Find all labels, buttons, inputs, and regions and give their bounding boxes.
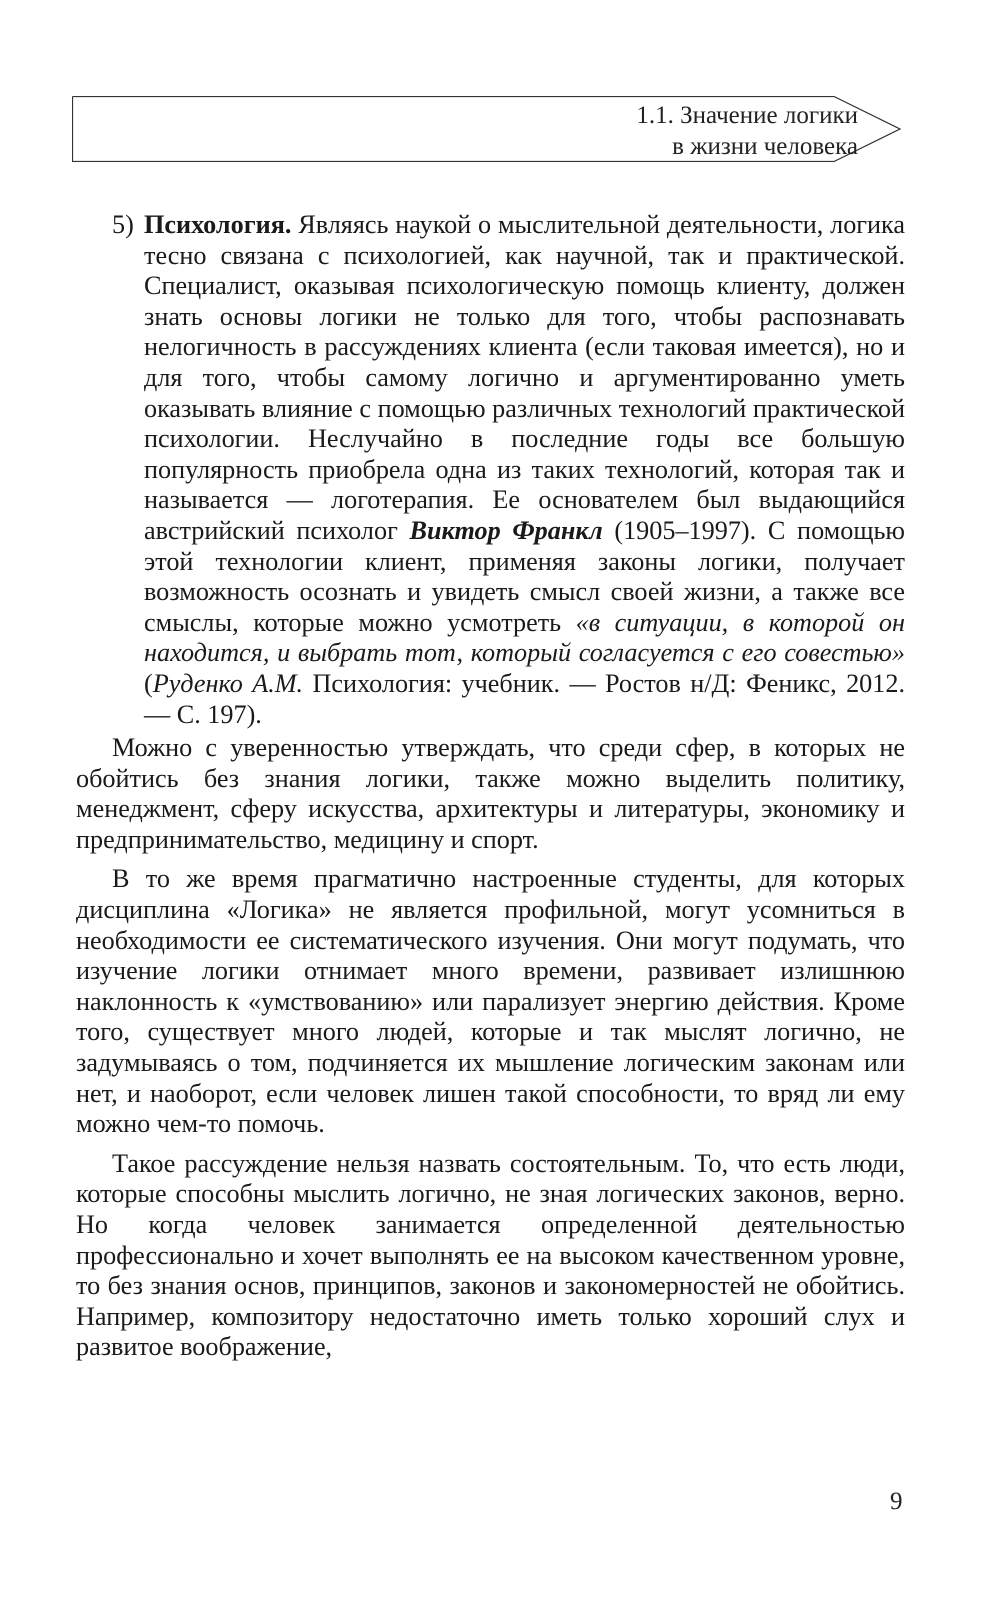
paragraph: Такое рассуждение нельзя назвать состоятельным. То, что есть люди, которые способны мыслить логично, не зная логических законов, верно. Но когда человек занимается определенной деятельностью профессионально и хочет выполнять ее на высоком качественном уровне, то без знания основ, принципов, законов и закономерностей не обойтись. Например, композитору недостаточно иметь только хороший слух и развитое воображение, [76,1148,905,1362]
header-line-1: 1.1. Значение логики [636,102,858,129]
paragraph: Можно с уверенностью утверждать, что среди сфер, в которых не обойтись без знания логики, также можно выделить политику, менеджмент, сферу искусства, архитектуры и литературы, экономику и предпринимательство, медицину и спорт. [76,733,905,854]
citation-author: Руденко А.М. [152,668,304,698]
item-text-2: (1905–1997). С помощью этой технологии клиент, применяя законы логики, получает возможность осознать и увидеть смысл своей жизни, а также все смыслы, которые можно усмотреть [144,515,905,637]
paragraph: В то же время прагматично настроенные студенты, для которых дисциплина «Логика» не является профильной, могут усомниться в необходимости ее систематического изучения. Они могут подумать, что изучение логики отнимает много времени, развивает излишнюю наклонность к «умствованию» или парализует энергию действия. Кроме того, существует много людей, которые и так мыслят логично, не задумываясь о том, подчиняется их мышление логическим законам или нет, и наоборот, если человек лишен такой способности, то вряд ли ему можно чем-то помочь. [76,864,905,1139]
running-header [72,96,902,162]
header-line-2: в жизни человека [672,133,858,160]
page-number: 9 [890,1488,903,1515]
item-text-1: Являясь наукой о мыслительной деятельности, логика тесно связана с психологией, как научной, так и практической. Специалист, оказывая психологическую помощь клиенту, должен знать основы логики не только для того, чтобы распознавать нелогичность в рассуждениях клиента (если таковая имеется), но и для того, чтобы самому логично и аргументированно уметь оказывать влияние с помощью различных технологий практической психологии. Неслучайно в последние годы все большую популярность приобрела одна из таких технологий, которая так и называется — логотерапия. Ее основателем был выдающийся австрийский психолог [144,210,905,545]
item-text-4: Психология: учебник. — Ростов н/Д: Феникс, 2012. — С. 197). [144,668,905,729]
quote: «в ситуации, в которой он находится, и выбрать тот, который согласуется с его совестью» [144,607,905,668]
header-title [636,100,858,162]
page-content [76,210,905,1363]
list-item-psychology [76,210,905,730]
list-item-number: 5) [112,210,134,239]
term: Психология. [144,210,292,239]
person-name: Виктор Франкл [409,515,603,545]
item-text-3: ( [144,668,153,698]
